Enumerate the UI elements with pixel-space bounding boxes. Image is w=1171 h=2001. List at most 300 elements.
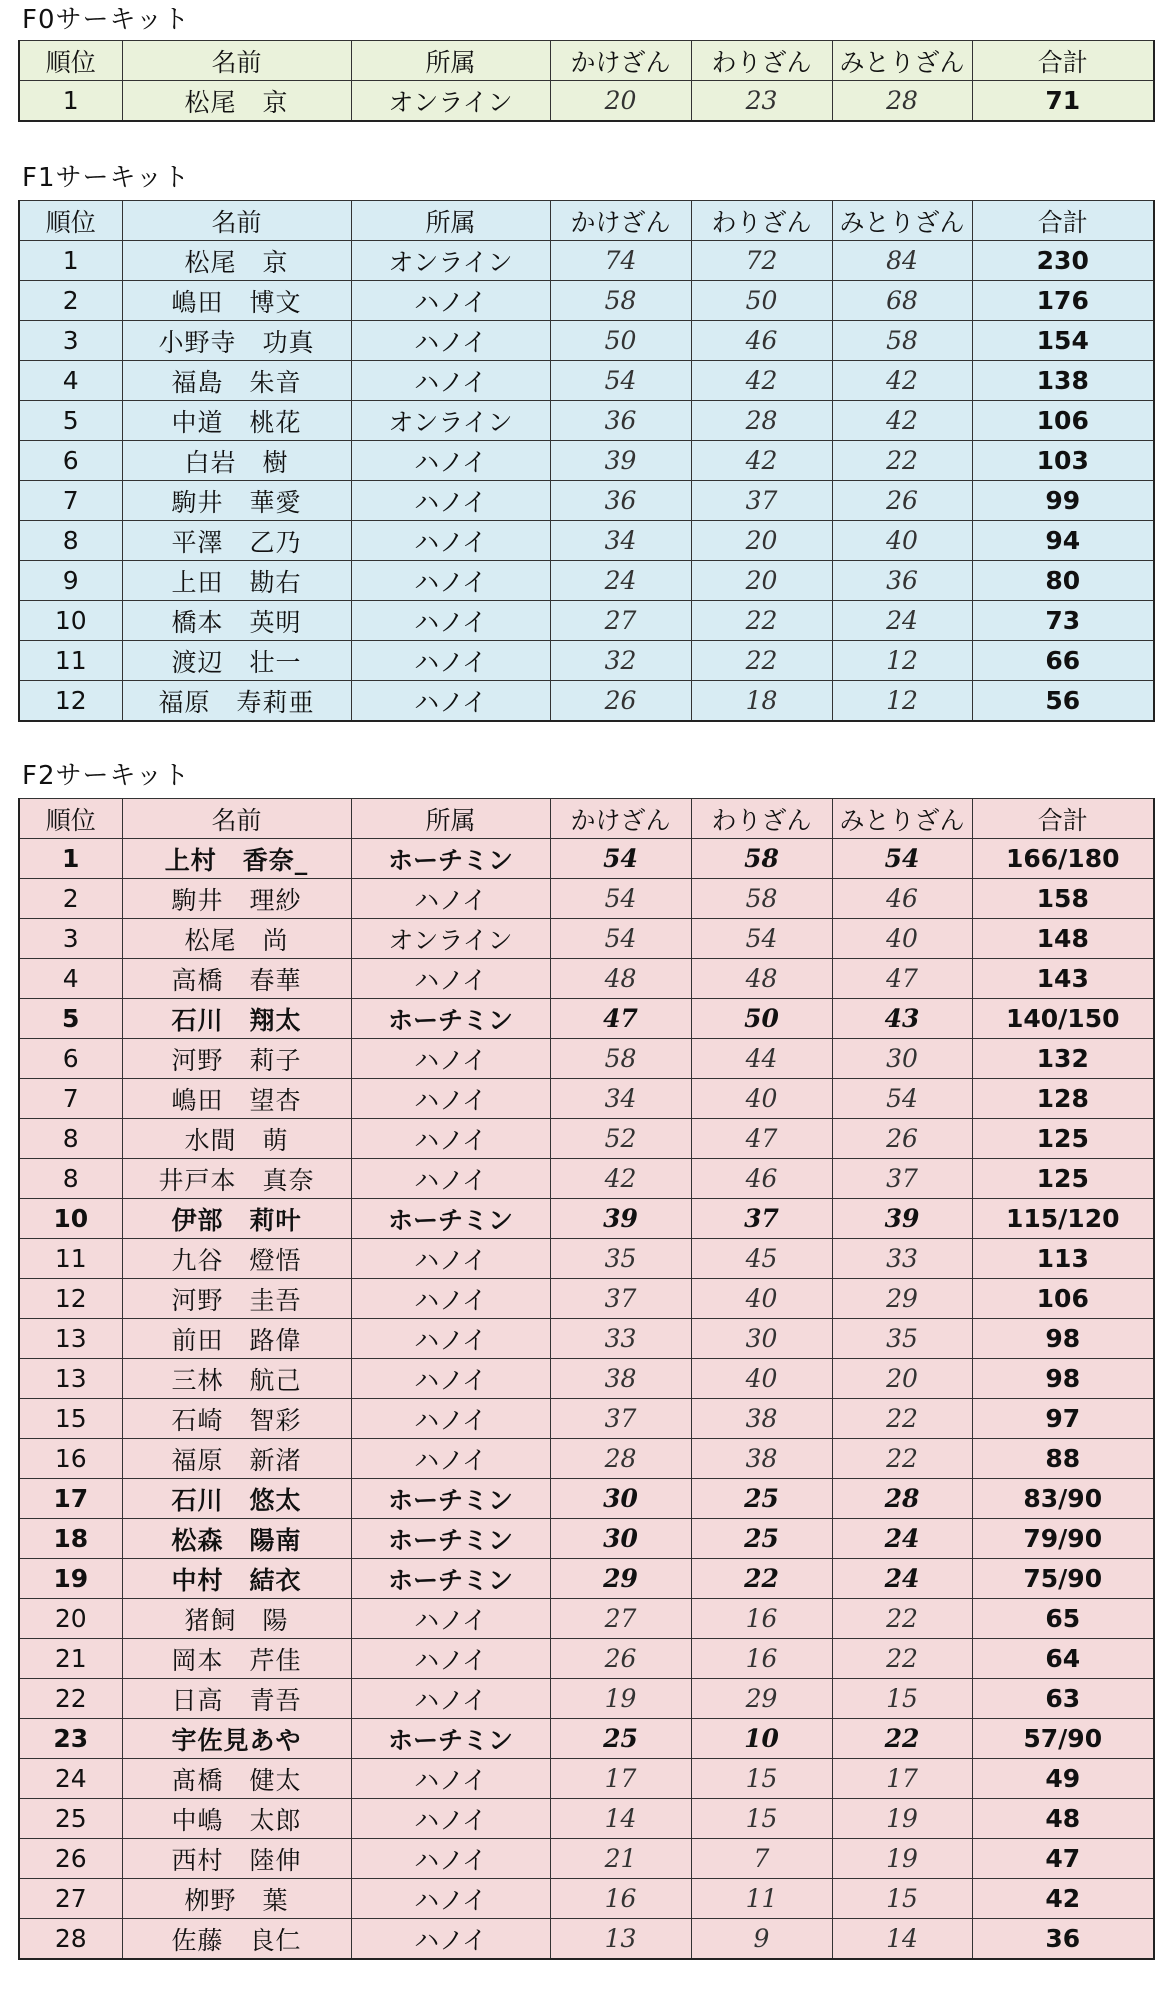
multiplication-score-cell: 25 [550,1719,691,1759]
rank-cell: 15 [19,1399,122,1439]
total-score-cell: 99 [972,481,1154,521]
rank-cell: 1 [19,81,122,122]
header-division: わりざん [691,41,832,81]
name-cell: 渡辺 壮一 [122,641,351,681]
affiliation-cell: ハノイ [351,481,550,521]
total-score-cell: 98 [972,1359,1154,1399]
affiliation-cell: ハノイ [351,321,550,361]
table-row [19,1919,1154,1960]
affiliation-cell: ハノイ [351,1919,550,1960]
header-rank: 順位 [19,201,122,241]
multiplication-score-cell: 58 [550,1039,691,1079]
division-score-cell: 22 [691,641,832,681]
affiliation-cell: ハノイ [351,1879,550,1919]
name-cell: 松尾 京 [122,81,351,122]
multiplication-score-cell: 54 [550,919,691,959]
affiliation-cell: ハノイ [351,1399,550,1439]
mental-calc-score-cell: 22 [832,1439,972,1479]
table-header-row [19,41,1154,81]
total-score-cell: 42 [972,1879,1154,1919]
division-score-cell: 50 [691,999,832,1039]
division-score-cell: 42 [691,361,832,401]
rank-cell: 6 [19,441,122,481]
rank-cell: 26 [19,1839,122,1879]
rank-cell: 3 [19,321,122,361]
name-cell: 嶋田 博文 [122,281,351,321]
total-score-cell: 66 [972,641,1154,681]
f2-section-title: F2サーキット [22,761,190,791]
table-row [19,1599,1154,1639]
multiplication-score-cell: 50 [550,321,691,361]
rank-cell: 3 [19,919,122,959]
total-score-cell: 138 [972,361,1154,401]
name-cell: 九谷 燈悟 [122,1239,351,1279]
total-score-cell: 132 [972,1039,1154,1079]
division-score-cell: 48 [691,959,832,999]
multiplication-score-cell: 21 [550,1839,691,1879]
affiliation-cell: ハノイ [351,1079,550,1119]
division-score-cell: 18 [691,681,832,722]
mental-calc-score-cell: 68 [832,281,972,321]
f1-section-title: F1サーキット [22,163,190,193]
multiplication-score-cell: 30 [550,1519,691,1559]
table-row [19,561,1154,601]
table-row [19,839,1154,879]
multiplication-score-cell: 54 [550,839,691,879]
mental-calc-score-cell: 35 [832,1319,972,1359]
rank-cell: 5 [19,999,122,1039]
name-cell: 石川 翔太 [122,999,351,1039]
name-cell: 猪飼 陽 [122,1599,351,1639]
multiplication-score-cell: 37 [550,1279,691,1319]
table-row [19,919,1154,959]
rank-cell: 11 [19,641,122,681]
table-row [19,959,1154,999]
affiliation-cell: オンライン [351,919,550,959]
multiplication-score-cell: 33 [550,1319,691,1359]
affiliation-cell: ホーチミン [351,1199,550,1239]
multiplication-score-cell: 39 [550,1199,691,1239]
header-rank: 順位 [19,41,122,81]
division-score-cell: 10 [691,1719,832,1759]
header-division: わりざん [691,201,832,241]
affiliation-cell: ハノイ [351,441,550,481]
table-row [19,1519,1154,1559]
mental-calc-score-cell: 42 [832,361,972,401]
name-cell: 岡本 芹佳 [122,1639,351,1679]
table-row [19,1079,1154,1119]
total-score-cell: 47 [972,1839,1154,1879]
rank-cell: 12 [19,1279,122,1319]
table-row [19,1799,1154,1839]
division-score-cell: 72 [691,241,832,281]
name-cell: 駒井 華愛 [122,481,351,521]
rank-cell: 1 [19,241,122,281]
header-multiplication: かけざん [550,41,691,81]
table-row [19,1439,1154,1479]
mental-calc-score-cell: 19 [832,1839,972,1879]
total-score-cell: 166/180 [972,839,1154,879]
division-score-cell: 23 [691,81,832,122]
affiliation-cell: ホーチミン [351,1519,550,1559]
total-score-cell: 128 [972,1079,1154,1119]
total-score-cell: 73 [972,601,1154,641]
table-row [19,361,1154,401]
name-cell: 松尾 尚 [122,919,351,959]
mental-calc-score-cell: 29 [832,1279,972,1319]
rank-cell: 6 [19,1039,122,1079]
division-score-cell: 50 [691,281,832,321]
mental-calc-score-cell: 39 [832,1199,972,1239]
division-score-cell: 15 [691,1799,832,1839]
total-score-cell: 154 [972,321,1154,361]
division-score-cell: 37 [691,1199,832,1239]
name-cell: 松尾 京 [122,241,351,281]
rank-cell: 19 [19,1559,122,1599]
name-cell: 橋本 英明 [122,601,351,641]
table-row [19,1039,1154,1079]
name-cell: 上田 勘右 [122,561,351,601]
rank-cell: 21 [19,1639,122,1679]
total-score-cell: 176 [972,281,1154,321]
multiplication-score-cell: 39 [550,441,691,481]
rank-cell: 11 [19,1239,122,1279]
division-score-cell: 42 [691,441,832,481]
mental-calc-score-cell: 24 [832,1519,972,1559]
affiliation-cell: ハノイ [351,1119,550,1159]
table-row [19,1839,1154,1879]
table-row [19,481,1154,521]
total-score-cell: 56 [972,681,1154,722]
total-score-cell: 143 [972,959,1154,999]
total-score-cell: 71 [972,81,1154,122]
header-name: 名前 [122,799,351,839]
division-score-cell: 47 [691,1119,832,1159]
header-multiplication: かけざん [550,799,691,839]
table-row [19,521,1154,561]
division-score-cell: 40 [691,1279,832,1319]
name-cell: 石崎 智彩 [122,1399,351,1439]
multiplication-score-cell: 54 [550,879,691,919]
division-score-cell: 30 [691,1319,832,1359]
total-score-cell: 103 [972,441,1154,481]
header-mental-calc: みとりざん [832,799,972,839]
rank-cell: 2 [19,281,122,321]
table-row [19,441,1154,481]
affiliation-cell: ハノイ [351,1239,550,1279]
header-total: 合計 [972,201,1154,241]
table-row [19,681,1154,722]
total-score-cell: 63 [972,1679,1154,1719]
table-row [19,641,1154,681]
affiliation-cell: ハノイ [351,281,550,321]
mental-calc-score-cell: 20 [832,1359,972,1399]
name-cell: 伊部 莉叶 [122,1199,351,1239]
mental-calc-score-cell: 30 [832,1039,972,1079]
table-row [19,1159,1154,1199]
division-score-cell: 46 [691,321,832,361]
total-score-cell: 148 [972,919,1154,959]
affiliation-cell: ハノイ [351,1799,550,1839]
rank-cell: 8 [19,1159,122,1199]
f2-ranking-table [18,798,1155,1960]
total-score-cell: 125 [972,1159,1154,1199]
table-row [19,1239,1154,1279]
table-row [19,81,1154,122]
name-cell: 上村 香奈_ [122,839,351,879]
division-score-cell: 16 [691,1639,832,1679]
header-name: 名前 [122,41,351,81]
table-row [19,1719,1154,1759]
total-score-cell: 49 [972,1759,1154,1799]
table-row [19,1199,1154,1239]
header-total: 合計 [972,41,1154,81]
mental-calc-score-cell: 40 [832,521,972,561]
name-cell: 河野 莉子 [122,1039,351,1079]
rank-cell: 28 [19,1919,122,1960]
mental-calc-score-cell: 14 [832,1919,972,1960]
table-header-row [19,201,1154,241]
multiplication-score-cell: 42 [550,1159,691,1199]
affiliation-cell: ホーチミン [351,1559,550,1599]
name-cell: 駒井 理紗 [122,879,351,919]
mental-calc-score-cell: 22 [832,1639,972,1679]
multiplication-score-cell: 36 [550,401,691,441]
f1-ranking-table [18,200,1155,722]
multiplication-score-cell: 58 [550,281,691,321]
rank-cell: 16 [19,1439,122,1479]
mental-calc-score-cell: 28 [832,81,972,122]
header-mental-calc: みとりざん [832,201,972,241]
total-score-cell: 140/150 [972,999,1154,1039]
division-score-cell: 15 [691,1759,832,1799]
affiliation-cell: ハノイ [351,959,550,999]
rank-cell: 8 [19,521,122,561]
rank-cell: 2 [19,879,122,919]
table-row [19,1119,1154,1159]
total-score-cell: 230 [972,241,1154,281]
rank-cell: 24 [19,1759,122,1799]
total-score-cell: 65 [972,1599,1154,1639]
multiplication-score-cell: 17 [550,1759,691,1799]
rank-cell: 13 [19,1319,122,1359]
mental-calc-score-cell: 46 [832,879,972,919]
multiplication-score-cell: 16 [550,1879,691,1919]
rank-cell: 27 [19,1879,122,1919]
rank-cell: 22 [19,1679,122,1719]
multiplication-score-cell: 13 [550,1919,691,1960]
multiplication-score-cell: 26 [550,681,691,722]
rank-cell: 9 [19,561,122,601]
mental-calc-score-cell: 26 [832,1119,972,1159]
name-cell: 髙橋 健太 [122,1759,351,1799]
mental-calc-score-cell: 84 [832,241,972,281]
affiliation-cell: ハノイ [351,521,550,561]
affiliation-cell: ホーチミン [351,1479,550,1519]
multiplication-score-cell: 27 [550,1599,691,1639]
affiliation-cell: ハノイ [351,1279,550,1319]
name-cell: 中道 桃花 [122,401,351,441]
affiliation-cell: ホーチミン [351,839,550,879]
total-score-cell: 98 [972,1319,1154,1359]
multiplication-score-cell: 34 [550,521,691,561]
name-cell: 水間 萌 [122,1119,351,1159]
name-cell: 高橋 春華 [122,959,351,999]
multiplication-score-cell: 36 [550,481,691,521]
multiplication-score-cell: 47 [550,999,691,1039]
multiplication-score-cell: 35 [550,1239,691,1279]
division-score-cell: 40 [691,1079,832,1119]
division-score-cell: 37 [691,481,832,521]
multiplication-score-cell: 48 [550,959,691,999]
name-cell: 石川 悠太 [122,1479,351,1519]
multiplication-score-cell: 30 [550,1479,691,1519]
name-cell: 西村 陸伸 [122,1839,351,1879]
total-score-cell: 106 [972,401,1154,441]
table-header-row [19,799,1154,839]
header-affiliation: 所属 [351,201,550,241]
division-score-cell: 45 [691,1239,832,1279]
affiliation-cell: ハノイ [351,879,550,919]
mental-calc-score-cell: 22 [832,1399,972,1439]
multiplication-score-cell: 28 [550,1439,691,1479]
affiliation-cell: ハノイ [351,601,550,641]
rank-cell: 5 [19,401,122,441]
affiliation-cell: ハノイ [351,1679,550,1719]
table-row [19,1479,1154,1519]
name-cell: 福島 朱音 [122,361,351,401]
affiliation-cell: ハノイ [351,361,550,401]
total-score-cell: 80 [972,561,1154,601]
division-score-cell: 58 [691,839,832,879]
name-cell: 中村 結衣 [122,1559,351,1599]
multiplication-score-cell: 19 [550,1679,691,1719]
affiliation-cell: ハノイ [351,561,550,601]
total-score-cell: 113 [972,1239,1154,1279]
rank-cell: 8 [19,1119,122,1159]
rank-cell: 17 [19,1479,122,1519]
name-cell: 嶋田 望杏 [122,1079,351,1119]
rank-cell: 10 [19,601,122,641]
header-total: 合計 [972,799,1154,839]
mental-calc-score-cell: 36 [832,561,972,601]
total-score-cell: 125 [972,1119,1154,1159]
mental-calc-score-cell: 47 [832,959,972,999]
total-score-cell: 94 [972,521,1154,561]
multiplication-score-cell: 38 [550,1359,691,1399]
name-cell: 佐藤 良仁 [122,1919,351,1960]
rank-cell: 1 [19,839,122,879]
name-cell: 白岩 樹 [122,441,351,481]
table-row [19,1279,1154,1319]
affiliation-cell: ハノイ [351,1839,550,1879]
division-score-cell: 40 [691,1359,832,1399]
mental-calc-score-cell: 17 [832,1759,972,1799]
rank-cell: 4 [19,959,122,999]
table-row [19,1559,1154,1599]
total-score-cell: 158 [972,879,1154,919]
affiliation-cell: ホーチミン [351,1719,550,1759]
table-row [19,1759,1154,1799]
table-row [19,1879,1154,1919]
mental-calc-score-cell: 33 [832,1239,972,1279]
name-cell: 松森 陽南 [122,1519,351,1559]
mental-calc-score-cell: 19 [832,1799,972,1839]
name-cell: 小野寺 功真 [122,321,351,361]
division-score-cell: 58 [691,879,832,919]
name-cell: 前田 路偉 [122,1319,351,1359]
table-row [19,1359,1154,1399]
total-score-cell: 97 [972,1399,1154,1439]
multiplication-score-cell: 26 [550,1639,691,1679]
affiliation-cell: ハノイ [351,1599,550,1639]
division-score-cell: 20 [691,561,832,601]
affiliation-cell: ハノイ [351,1359,550,1399]
multiplication-score-cell: 54 [550,361,691,401]
total-score-cell: 57/90 [972,1719,1154,1759]
division-score-cell: 22 [691,601,832,641]
rank-cell: 13 [19,1359,122,1399]
rank-cell: 4 [19,361,122,401]
total-score-cell: 75/90 [972,1559,1154,1599]
mental-calc-score-cell: 22 [832,1719,972,1759]
multiplication-score-cell: 52 [550,1119,691,1159]
total-score-cell: 64 [972,1639,1154,1679]
mental-calc-score-cell: 26 [832,481,972,521]
mental-calc-score-cell: 58 [832,321,972,361]
affiliation-cell: ハノイ [351,1039,550,1079]
table-row [19,1679,1154,1719]
f0-section-title: F0サーキット [22,5,190,35]
affiliation-cell: オンライン [351,241,550,281]
name-cell: 中嶋 太郎 [122,1799,351,1839]
multiplication-score-cell: 14 [550,1799,691,1839]
f0-ranking-table [18,40,1155,122]
header-affiliation: 所属 [351,799,550,839]
division-score-cell: 20 [691,521,832,561]
multiplication-score-cell: 24 [550,561,691,601]
name-cell: 宇佐見あや [122,1719,351,1759]
affiliation-cell: ハノイ [351,641,550,681]
multiplication-score-cell: 32 [550,641,691,681]
name-cell: 平澤 乙乃 [122,521,351,561]
mental-calc-score-cell: 12 [832,641,972,681]
affiliation-cell: ハノイ [351,1319,550,1359]
division-score-cell: 44 [691,1039,832,1079]
affiliation-cell: ハノイ [351,1439,550,1479]
name-cell: 福原 寿莉亜 [122,681,351,722]
division-score-cell: 9 [691,1919,832,1960]
division-score-cell: 29 [691,1679,832,1719]
rank-cell: 18 [19,1519,122,1559]
mental-calc-score-cell: 22 [832,441,972,481]
table-row [19,1399,1154,1439]
division-score-cell: 38 [691,1399,832,1439]
affiliation-cell: オンライン [351,401,550,441]
total-score-cell: 36 [972,1919,1154,1960]
multiplication-score-cell: 34 [550,1079,691,1119]
total-score-cell: 88 [972,1439,1154,1479]
name-cell: 福原 新渚 [122,1439,351,1479]
table-row [19,241,1154,281]
division-score-cell: 7 [691,1839,832,1879]
division-score-cell: 46 [691,1159,832,1199]
mental-calc-score-cell: 22 [832,1599,972,1639]
rank-cell: 10 [19,1199,122,1239]
mental-calc-score-cell: 12 [832,681,972,722]
mental-calc-score-cell: 40 [832,919,972,959]
table-row [19,281,1154,321]
